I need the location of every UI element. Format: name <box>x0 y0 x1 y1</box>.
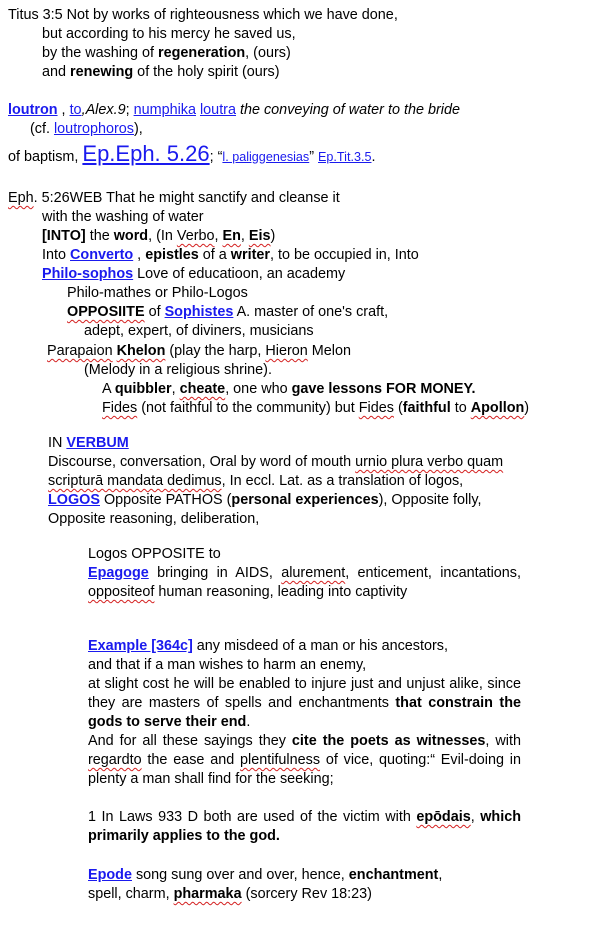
text: Verbo <box>176 228 215 244</box>
keyword-en: En <box>222 228 241 244</box>
text: Logos OPPOSITE to <box>88 546 221 562</box>
text: ) <box>270 228 276 244</box>
text: of baptism, <box>8 149 83 165</box>
text: the conveying of water to the bride <box>235 102 460 118</box>
keyword-cite-poets: cite the poets as witnesses <box>291 733 486 749</box>
text: of a <box>198 247 231 263</box>
eph-line-2 <box>42 208 204 227</box>
text: alurement <box>281 565 346 581</box>
example-line-1 <box>88 637 448 656</box>
text: , (ours) <box>245 45 291 61</box>
link-paliggenesias[interactable]: l. paliggenesias <box>222 150 310 164</box>
titus-line-1 <box>8 6 398 25</box>
link-example-364c[interactable]: Example [364c] <box>88 638 193 654</box>
text: of the holy spirit (ours) <box>133 64 280 80</box>
link-loutra[interactable]: loutra <box>199 102 236 118</box>
link-ep-eph-5-26[interactable]: Ep.Eph. 5.26 <box>82 141 210 166</box>
verbum-line-4 <box>48 491 482 510</box>
eph-line-1 <box>8 189 340 208</box>
text: oppositeof <box>88 584 155 600</box>
text: (Melody in a religious shrine). <box>84 362 272 378</box>
link-to[interactable]: to <box>69 102 82 118</box>
text: , with <box>485 733 521 749</box>
loutron-line-2 <box>30 120 143 139</box>
text: 1 In Laws 933 D both are used of the victim with <box>88 809 417 825</box>
keyword-pharmaka: pharmaka <box>173 886 242 902</box>
text: And for all these sayings they <box>88 733 292 749</box>
keyword-enchantment: enchantment <box>348 867 439 883</box>
text: A <box>102 381 115 397</box>
text: spell, charm, <box>88 886 174 902</box>
example-paragraph-2 <box>88 732 521 789</box>
text: Love of educatioon, an academy <box>133 266 346 282</box>
text: Discourse, conversation, Oral by word of mouth <box>48 454 356 470</box>
link-loutrophoros[interactable]: loutrophoros <box>53 121 134 137</box>
text: but according to his mercy he saved us, <box>42 26 296 42</box>
text: , <box>240 228 249 244</box>
text: (cf. <box>30 121 54 137</box>
text: of vice, quoting:“ Evil-doing in plenty a man shall find for the seeking; <box>88 752 522 787</box>
link-converto[interactable]: Converto <box>70 247 134 263</box>
keyword-writer: writer <box>230 247 270 263</box>
text: Hieron <box>265 343 308 359</box>
text: , <box>171 381 180 397</box>
keyword-gave-lessons: gave lessons FOR MONEY. <box>291 381 476 397</box>
link-epagoge[interactable]: Epagoge <box>88 565 149 581</box>
keyword-personal-experiences: personal experiences <box>231 492 379 508</box>
eph-line-4 <box>42 246 419 265</box>
text: (play the harp, <box>165 343 266 359</box>
text: Melon <box>307 343 351 359</box>
text: adept, expert, of diviners, musicians <box>84 323 314 339</box>
text: , <box>57 102 70 118</box>
text: , <box>438 867 443 883</box>
text: , <box>470 809 481 825</box>
text: Titus 3:5 Not by works of righteousness which we have done, <box>8 7 398 23</box>
keyword-into: [INTO] <box>42 228 86 244</box>
link-verbum[interactable]: VERBUM <box>66 435 129 451</box>
text: any misdeed of a man or his ancestors, <box>192 638 448 654</box>
link-epode[interactable]: Epode <box>88 867 132 883</box>
keyword-epistles: epistles <box>145 247 199 263</box>
eph-line-12 <box>102 399 529 418</box>
example-line-2 <box>88 656 366 675</box>
text: plentifulness <box>240 752 321 768</box>
link-logos[interactable]: LOGOS <box>48 492 100 508</box>
text: ” <box>309 149 319 165</box>
eph-line-8 <box>84 322 314 341</box>
text: the ease and <box>141 752 241 768</box>
text: at slight cost he will be enabled to injure just and unjust alike, since they are masters of spells and enchantments <box>88 676 521 711</box>
link-sophistes[interactable]: Sophistes <box>164 304 234 320</box>
text: , <box>214 228 223 244</box>
text: . <box>246 714 251 730</box>
eph-line-9 <box>47 342 351 361</box>
text: . <box>371 149 376 165</box>
keyword-apollon: Apollon <box>470 400 525 416</box>
text: A. master of one's craft, <box>233 304 389 320</box>
eph-line-6 <box>67 284 248 303</box>
keyword-oppositite: OPPOSIITE <box>67 304 145 320</box>
text: ; <box>125 102 134 118</box>
link-ep-tit-3-5[interactable]: Ep.Tit.3.5 <box>318 150 372 164</box>
link-numphika[interactable]: numphika <box>133 102 196 118</box>
keyword-regeneration: regeneration <box>158 45 246 61</box>
text: Into <box>42 247 71 263</box>
text: , enticement, incantations, <box>345 565 521 581</box>
text: to <box>450 400 471 416</box>
verbum-line-5 <box>48 510 259 529</box>
logos-opposite-heading <box>88 545 221 564</box>
text: Eph <box>8 190 34 206</box>
link-loutron[interactable]: loutron <box>8 102 58 118</box>
eph-line-10 <box>84 361 272 380</box>
text: (not faithful to the community) but <box>137 400 359 416</box>
text: ), <box>133 121 143 137</box>
text: Philo-mathes or Philo-Logos <box>67 285 248 301</box>
epagoge-paragraph <box>88 564 521 602</box>
laws-paragraph <box>88 808 521 846</box>
keyword-cheate: cheate <box>179 381 226 397</box>
text: ; “ <box>209 149 223 165</box>
text: IN <box>48 435 67 451</box>
text: Fides <box>102 400 138 416</box>
text: , to be occupied in, Into <box>269 247 419 263</box>
text: the <box>85 228 114 244</box>
titus-line-4 <box>42 63 280 82</box>
text: song sung over and over, hence, <box>131 867 349 883</box>
text: ( <box>393 400 403 416</box>
verbum-line-2 <box>48 453 503 472</box>
loutron-line-1 <box>8 101 460 120</box>
text: and that if a man wishes to harm an enemy, <box>88 657 367 673</box>
eph-line-11 <box>102 380 476 399</box>
text: ), Opposite folly, <box>378 492 482 508</box>
text: ) <box>524 400 530 416</box>
verbum-line-3 <box>48 472 463 491</box>
text: . 5:26WEB That he might sanctify and cleanse it <box>33 190 340 206</box>
keyword-constrain-gods: that constrain the gods to serve their end <box>88 695 521 730</box>
text: with the washing of water <box>42 209 204 225</box>
keyword-eis: Eis <box>248 228 271 244</box>
text: of <box>144 304 165 320</box>
text: , one who <box>225 381 292 397</box>
epode-line-2 <box>88 885 372 904</box>
keyword-quibbler: quibbler <box>114 381 172 397</box>
text: scripturā mandata dedimus <box>48 473 222 489</box>
eph-line-5 <box>42 265 345 284</box>
eph-line-7 <box>67 303 388 322</box>
text: ,Alex.9 <box>81 102 126 118</box>
verbum-line-1 <box>48 434 129 453</box>
keyword-applies-to-god: which primarily applies to the god. <box>88 809 521 844</box>
text: , (In <box>148 228 177 244</box>
text: , In eccl. Lat. as a translation of logos, <box>221 473 464 489</box>
text: and <box>42 64 71 80</box>
link-philo-sophos[interactable]: Philo-sophos <box>42 266 134 282</box>
text: regardto <box>88 752 142 768</box>
epode-line-1 <box>88 866 442 885</box>
titus-line-2 <box>42 25 296 44</box>
keyword-epodais: epōdais <box>416 809 471 825</box>
keyword-khelon: Khelon <box>116 343 166 359</box>
titus-line-3 <box>42 44 291 63</box>
text: by the washing of <box>42 45 158 61</box>
example-paragraph-1 <box>88 675 521 732</box>
eph-line-3 <box>42 227 275 246</box>
text: human reasoning, leading into captivity <box>154 584 408 600</box>
text: (sorcery Rev 18:23) <box>241 886 372 902</box>
text: urnio plura verbo quam <box>355 454 504 470</box>
text: Opposite PATHOS ( <box>99 492 232 508</box>
text: bringing in AIDS, <box>148 565 282 581</box>
text: Fides <box>358 400 394 416</box>
text: Opposite reasoning, deliberation, <box>48 511 260 527</box>
text: Parapaion <box>47 343 113 359</box>
keyword-faithful: faithful <box>402 400 451 416</box>
text: , <box>133 247 146 263</box>
keyword-renewing: renewing <box>70 64 134 80</box>
keyword-word: word <box>113 228 149 244</box>
loutron-line-3 <box>8 141 375 170</box>
